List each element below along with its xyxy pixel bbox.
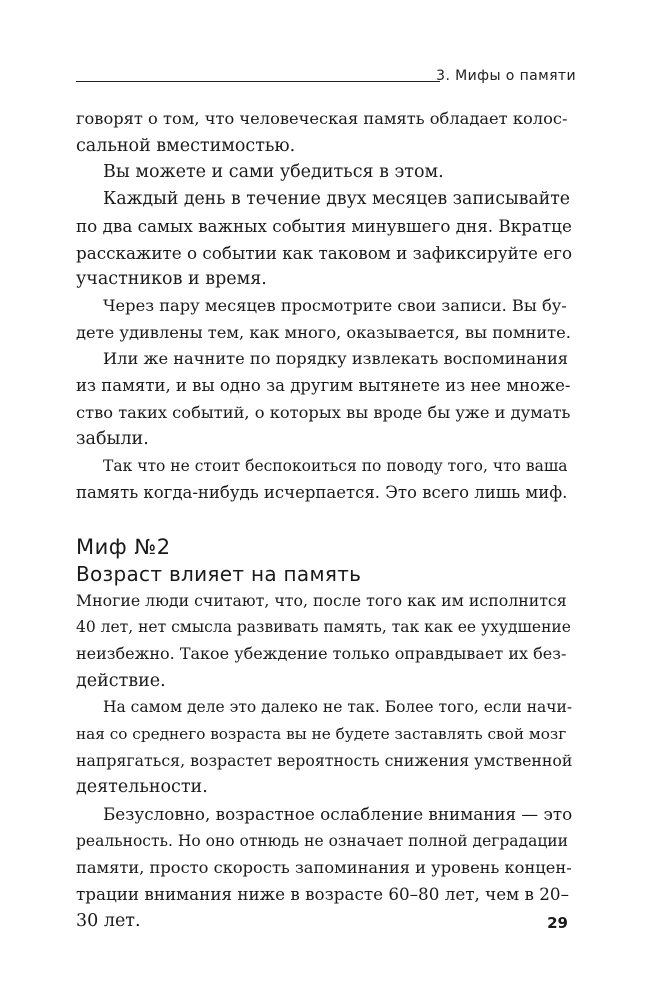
text-line: действие. (76, 670, 166, 691)
header-rule (76, 81, 440, 82)
text-line: На самом деле это далеко не так. Более того, если начи- (103, 698, 573, 717)
text-line: 30 лет. (76, 910, 141, 931)
text-line: Безусловно, возрастное ослабление внимания — это (103, 804, 573, 825)
paragraph (76, 186, 572, 293)
text-line: напрягаться, возрастет вероятность снижения умственной (76, 750, 573, 770)
text-line: по два самых важных события минувшего дня. Вкратце (76, 215, 572, 236)
text-line: из памяти, и вы одно за другим вытянете из нее множе- (76, 376, 571, 396)
text-line: Многие люди считают, что, после того как им исполнится (76, 590, 567, 610)
paragraph (76, 694, 572, 801)
paragraph (76, 801, 572, 935)
text-line: забыли. (76, 429, 149, 450)
page-number: 29 (547, 914, 568, 932)
text-line: реальность. Но оно отнюдь не означает полной деградации (76, 831, 568, 850)
text-line: Так что не стоит беспокоиться по поводу того, что ваша (103, 457, 568, 476)
text-line: Вы можете и сами убедиться в этом. (103, 162, 444, 183)
page-body (76, 106, 572, 935)
text-line: говорят о том, что человеческая память обладает колос- (76, 109, 568, 128)
paragraph (76, 106, 572, 159)
text-line: участников и время. (76, 269, 267, 290)
text-line: ство таких событий, о которых вы вроде бы уже и думать (76, 402, 571, 422)
text-line: Через пару месяцев просмотрите свои записи. Вы бу- (103, 295, 567, 315)
running-head (76, 66, 576, 86)
text-line: памяти, просто скорость запоминания и уровень концен- (76, 857, 572, 877)
text-line: память когда-нибудь исчерпается. Это всего лишь миф. (76, 482, 568, 502)
paragraph (76, 159, 572, 186)
chapter-title: 3. Мифы о памяти (436, 68, 576, 84)
paragraph (76, 346, 572, 453)
text-line: сальной вместимостью. (76, 135, 296, 156)
text-line: 40 лет, нет смысла развивать память, так как ее ухудшение (76, 618, 571, 637)
text-line: трации внимания ниже в возрасте 60–80 лет, чем в 20– (76, 884, 569, 905)
paragraph (76, 453, 572, 506)
text-line: Или же начните по порядку извлекать воспоминания (103, 349, 569, 369)
text-line: неизбежно. Такое убеждение только оправдывает их без- (76, 643, 567, 663)
text-line: дете удивлены тем, как много, оказывается, вы помните. (76, 322, 571, 342)
text-line: расскажите о событии как таковом и зафиксируйте его (76, 242, 573, 263)
text-line: Каждый день в течение двух месяцев записывайте (103, 189, 570, 210)
text-line: деятельности. (76, 777, 208, 798)
paragraph (76, 588, 572, 695)
text-line: ная со среднего возраста вы не будете заставлять свой мозг (76, 725, 567, 744)
section-title-heading: Возраст влияет на память (76, 561, 362, 586)
section-number-heading: Миф №2 (76, 534, 171, 559)
paragraph (76, 293, 572, 346)
